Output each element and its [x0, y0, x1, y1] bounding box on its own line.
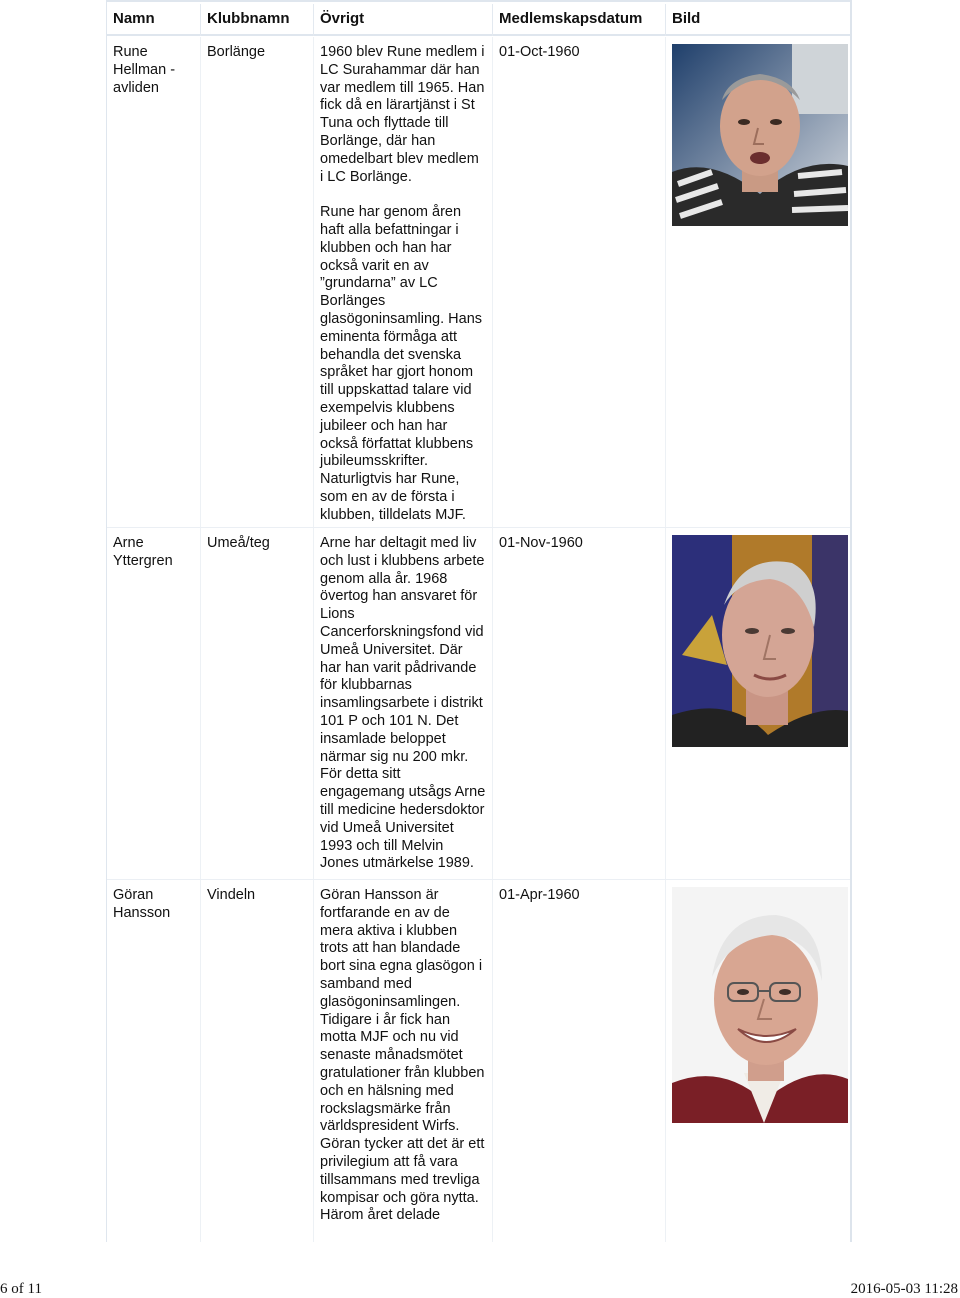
notes-paragraph: Rune har genom åren haft alla befattningar i klubben och han har också varit en av ”grundarna” av LC Borlänges glasögoninsamling. Hans eminenta förmåga att behandla det svenska språket har gjort honom till uppskattad talare vid exempelvis klubbens jubileer och han har också författat klubbens jubileumsskrifter. Naturligtvis har Rune, som en av de första i klubben, tilldelats MJF. [320, 204, 483, 523]
header-ovrigt: Övrigt [314, 4, 493, 36]
member-date: 01-Oct-1960 [493, 37, 666, 527]
header-medlemskapsdatum: Medlemskapsdatum [493, 4, 666, 36]
page-number: 6 of 11 [0, 1281, 42, 1297]
member-photo-cell [666, 528, 852, 879]
member-notes [314, 37, 493, 527]
notes-paragraph: Göran Hansson är fortfarande en av de mera aktiva i klubben trots att han blandade bort sina egna glasögon i samband med glasögoninsamlingen. Tidigare i år fick han motta MJF och nu vid senaste månadsmötet gratulationer från klubben och en hälsning med rockslagsmärke från världspresident Wirfs. Göran tycker att det är ett privilegium att få vara tillsammans med trevliga kompisar och göra nytta. Härom året delade [320, 887, 485, 1224]
table-row [107, 528, 850, 880]
member-date: 01-Apr-1960 [493, 880, 666, 1242]
header-bild: Bild [672, 10, 701, 27]
member-club: Borlänge [201, 37, 314, 527]
notes-paragraph: 1960 blev Rune medlem i LC Surahammar där han var medlem till 1965. Han fick då en lärartjänst i St Tuna och flyttade till Borlänge, där han omedelbart blev medlem i LC Borlänge. [320, 44, 485, 185]
member-portrait [672, 887, 848, 1123]
print-timestamp: 2016-05-03 11:28 [850, 1281, 958, 1297]
members-table [106, 0, 852, 1242]
table-row [107, 37, 850, 528]
member-name: Arne Yttergren [107, 528, 201, 879]
table-header [107, 0, 850, 36]
table-row [107, 880, 850, 1242]
notes-paragraph: Arne har deltagit med liv och lust i klubbens arbete genom alla år. 1968 övertog han ansvaret för Lions Cancerforskningsfond vid Umeå Universitet. Där har han varit pådrivande för klubbarnas insamlingsarbete i distrikt 101 P och 101 N. Det insamlade beloppet närmar sig nu 200 mkr. För detta sitt engagemang utsågs Arne till medicine hedersdoktor vid Umeå Universitet 1993 och till Melvin Jones utmärkelse 1989. [320, 535, 486, 872]
member-club: Umeå/teg [201, 528, 314, 879]
member-notes [314, 880, 493, 1242]
member-photo-cell [666, 880, 852, 1242]
member-photo-cell [666, 37, 852, 527]
member-portrait [672, 535, 848, 747]
member-name: Göran Hansson [107, 880, 201, 1242]
member-date: 01-Nov-1960 [493, 528, 666, 879]
member-portrait [672, 44, 848, 226]
member-name: Rune Hellman - avliden [107, 37, 201, 527]
header-namn: Namn [107, 4, 201, 36]
member-notes [314, 528, 493, 879]
member-club: Vindeln [201, 880, 314, 1242]
header-klubbnamn: Klubbnamn [201, 4, 314, 36]
